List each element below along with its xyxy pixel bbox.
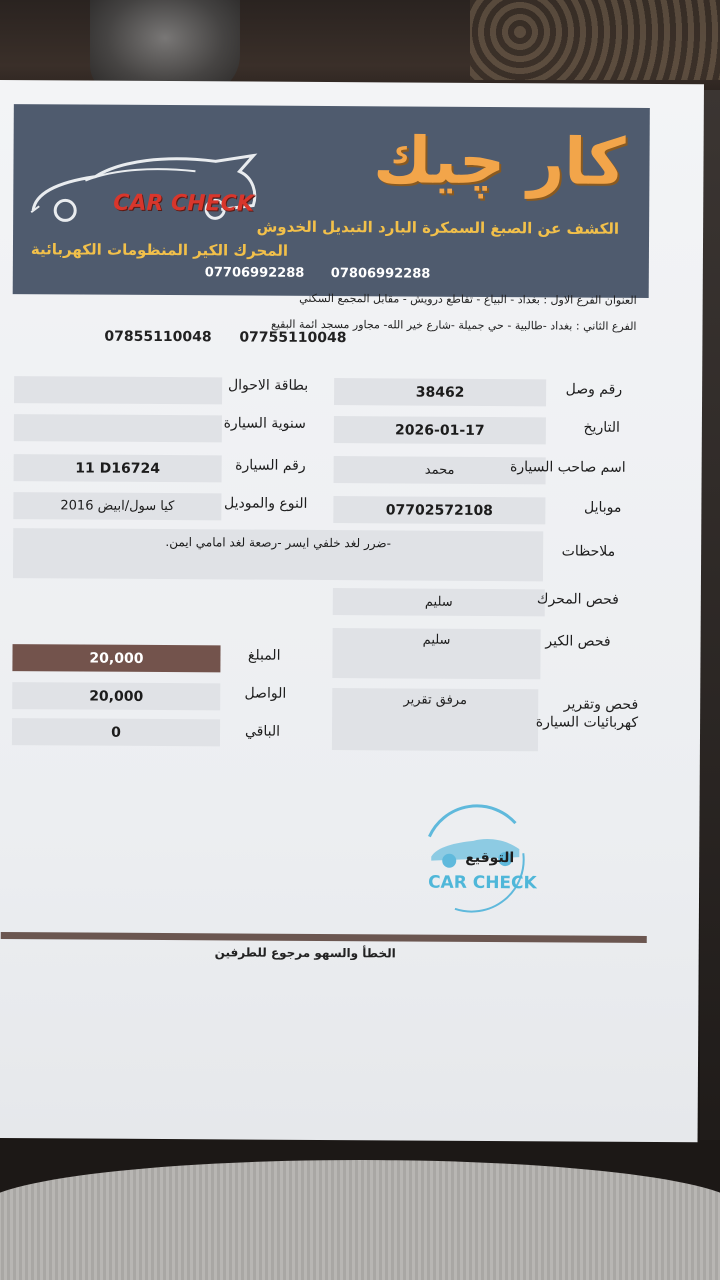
header-banner — [13, 104, 650, 298]
id-card-field — [14, 376, 222, 404]
plate-number-label: رقم السيارة — [235, 457, 306, 474]
receipt-paper — [0, 80, 704, 1142]
amount-label: المبلغ — [247, 647, 281, 664]
notes-label: ملاحظات — [561, 543, 616, 560]
electrical-check-field: مرفق تقرير — [332, 688, 538, 751]
background-pattern — [470, 0, 720, 80]
owner-name-label: اسم صاحب السيارة — [509, 459, 626, 476]
signature-label: التوقيع — [465, 849, 515, 867]
gear-check-label: فحص الكير — [545, 633, 611, 650]
services-line-2: المحرك الكير المنظومات الكهربائية — [30, 240, 289, 260]
header-phone-right: 07806992288 — [330, 266, 431, 282]
branch-phone-2: 07855110048 — [104, 328, 212, 346]
receipt-number-label: رقم وصل — [565, 381, 623, 398]
branch-phones — [104, 329, 346, 346]
header-phone-left: 07706992288 — [204, 265, 305, 281]
plate-number-field: 11 D16724 — [14, 454, 222, 482]
paid-label: الواصل — [244, 685, 287, 702]
id-card-label: بطاقة الاحوال — [227, 377, 309, 394]
receipt-number-field: 38462 — [334, 378, 546, 406]
notes-field: -ضرر لغد خلفي ايسر -رصعة لغد امامي ايمن. — [13, 528, 543, 581]
background-right — [700, 90, 720, 1210]
background-fabric — [0, 1160, 720, 1280]
brand-arabic: كار چيك — [373, 124, 626, 200]
remaining-label: الباقي — [244, 723, 281, 740]
mobile-field: 07702572108 — [333, 496, 545, 524]
amount-field: 20,000 — [12, 644, 220, 672]
registration-field — [14, 414, 222, 442]
date-field: 2026-01-17 — [334, 416, 546, 444]
paid-field: 20,000 — [12, 682, 220, 710]
model-field: كيا سول/ابيض 2016 — [13, 492, 221, 520]
date-label: التاريخ — [583, 419, 620, 436]
address-line-2: الفرع الثاني : بغداد -طالبية - حي جميلة -شارع خير الله- مجاور مسجد ائمة البقيع — [270, 317, 637, 333]
registration-label: سنوية السيارة — [223, 415, 306, 432]
stamp-brand: CAR CHECK — [428, 872, 537, 894]
mobile-label: موبايل — [583, 499, 622, 516]
engine-check-field: سليم — [333, 588, 545, 616]
electrical-check-label: فحص وتقرير كهربائيات السيارة — [535, 696, 639, 731]
footer-rule — [1, 932, 647, 943]
owner-name-field: محمد — [334, 456, 546, 484]
model-label: النوع والموديل — [223, 495, 308, 512]
branch-phone-1: 07755110048 — [239, 329, 347, 347]
address-line-1: العنوان الفرع الاول : بغداد - البياع - تقاطع درويش - مقابل المجمع السكني — [299, 291, 637, 307]
brand-english: CAR CHECK — [113, 190, 254, 217]
gear-check-field: سليم — [332, 628, 540, 679]
services-line-1: الكشف عن الصبغ السمكرة البارد التبديل الخدوش — [256, 217, 620, 238]
remaining-field: 0 — [12, 718, 220, 746]
engine-check-label: فحص المحرك — [536, 591, 619, 608]
footer-note: الخطأ والسهو مرجوع للطرفين — [214, 945, 396, 961]
